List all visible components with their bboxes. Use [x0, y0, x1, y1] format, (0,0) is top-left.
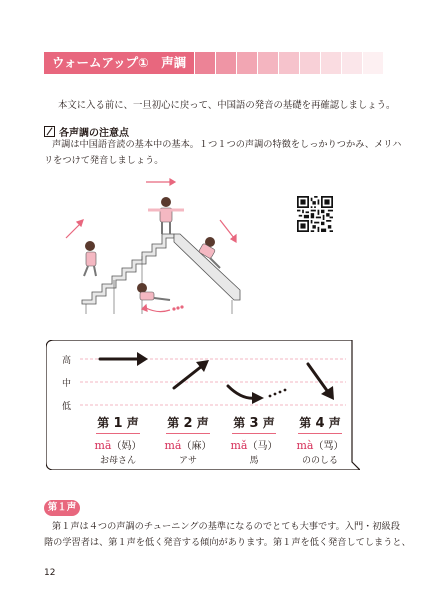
figure-top — [148, 197, 184, 234]
tone-divider — [96, 433, 140, 434]
tone-label: 第 3 声 — [233, 416, 275, 431]
tone1-badge: 第１声 — [44, 500, 80, 516]
tone1-text-line-1: 第１声は４つの声調のチューニングの基準になるのでとても大事です。入門・初級段 — [52, 521, 400, 532]
tone1-text-line-2: 階の学習者は、第１声を低く発音する傾向があります。第１声を低く発音してしまうと、 — [44, 537, 411, 548]
tone-chart — [46, 340, 360, 470]
figure-climbing — [84, 241, 96, 276]
intro-text: 本文に入る前に、一旦初心に戻って、中国語の発音の基礎を再確認しましょう。 — [58, 100, 396, 111]
tone-meaning: アサ — [178, 456, 197, 467]
tone-pinyin: mā（妈） — [94, 439, 142, 453]
figure-sitting — [137, 283, 170, 300]
tone-label: 第 4 声 — [299, 416, 341, 431]
subsection-title: 各声調の注意点 — [59, 128, 129, 139]
qr-code[interactable] — [297, 196, 333, 232]
tone-column-1 — [88, 414, 148, 466]
section-text-line-2: リをつけて発音しましょう。 — [44, 155, 164, 166]
tone-label: 第 1 声 — [97, 416, 139, 431]
tone-column-4 — [290, 414, 350, 466]
tone-divider — [298, 433, 342, 434]
section-text-line-1: 声調は中国語音読の基本中の基本。１つ１つの声調の特徴をしっかりつかみ、メリハ — [52, 139, 402, 150]
tone-meaning: 馬 — [249, 456, 259, 467]
tone-meaning: ののしる — [301, 456, 338, 467]
tone-label: 第 2 声 — [167, 416, 209, 431]
level-low: 低 — [62, 402, 72, 412]
section-title-bar — [44, 52, 383, 74]
tone-divider — [232, 433, 276, 434]
tone-column-3 — [224, 414, 284, 466]
tone-illustration — [62, 172, 242, 324]
tone-meaning: お母さん — [99, 456, 136, 467]
pencil-icon — [44, 126, 55, 137]
tone-column-2 — [158, 414, 218, 466]
tone-divider — [166, 433, 210, 434]
tone-pinyin: mǎ（马） — [230, 439, 278, 453]
page-title: ウォームアップ① 声調 — [44, 52, 194, 74]
level-high: 高 — [62, 356, 72, 366]
title-gradient — [194, 52, 383, 74]
tone-pinyin: má（麻） — [164, 439, 212, 453]
page-number: 12 — [44, 568, 56, 578]
level-mid: 中 — [62, 379, 72, 389]
tone-pinyin: mà（骂） — [296, 439, 344, 453]
